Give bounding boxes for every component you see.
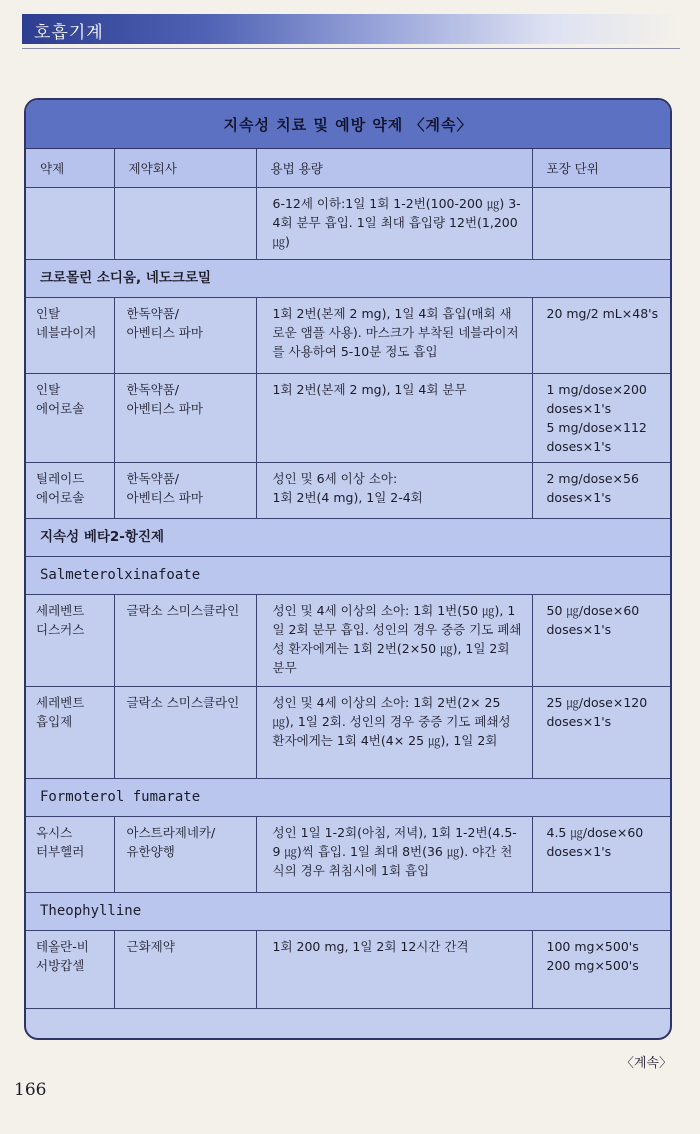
drug-name: 옥시스 터부헬러: [26, 817, 114, 893]
dosage-text: 1회 2번(본제 2 mg), 1일 4회 흡입(매회 새로운 앰플 사용). 마스크가 부착된 네블라이저를 사용하여 5-10분 정도 흡입: [256, 298, 532, 374]
company-name: 글락소 스미스클라인: [114, 595, 256, 687]
drug-name: 틸레이드 에어로솔: [26, 463, 114, 519]
section-label: Theophylline: [26, 893, 670, 931]
header-divider: [22, 48, 680, 49]
company-name: [114, 188, 256, 260]
package-unit: 25 ㎍/dose×120 doses×1's: [532, 687, 670, 779]
section-row: [26, 519, 670, 557]
drug-name: 세레벤트 흡입제: [26, 687, 114, 779]
chapter-header: [22, 14, 680, 44]
section-label: Salmeterolxinafoate: [26, 557, 670, 595]
chapter-title: 호흡기계: [34, 23, 104, 43]
company-name: 한독약품/ 아벤티스 파마: [114, 374, 256, 463]
table-row: [26, 595, 670, 687]
section-row: [26, 557, 670, 595]
company-name: 한독약품/ 아벤티스 파마: [114, 463, 256, 519]
package-unit: 50 ㎍/dose×60 doses×1's: [532, 595, 670, 687]
dosage-text: 성인 및 4세 이상의 소아: 1회 2번(2× 25 ㎍), 1일 2회. 성인의 경우 중증 기도 폐쇄성 환자에게는 1회 4번(4× 25 ㎍), 1일 2회: [256, 687, 532, 779]
package-unit: 2 mg/dose×56 doses×1's: [532, 463, 670, 519]
dosage-text: 1회 200 mg, 1일 2회 12시간 간격: [256, 931, 532, 1009]
package-unit: [532, 188, 670, 260]
column-header-package: 포장 단위: [532, 149, 670, 188]
table-header-row: [26, 149, 670, 188]
dosage-text: 6-12세 이하:1일 1회 1-2번(100-200 ㎍) 3-4회 분무 흡입. 1일 최대 흡입량 12번(1,200 ㎍): [256, 188, 532, 260]
drug-name: [26, 188, 114, 260]
column-header-dosage: 용법 용량: [256, 149, 532, 188]
company-name: 한독약품/ 아벤티스 파마: [114, 298, 256, 374]
table-row: [26, 374, 670, 463]
section-row: [26, 893, 670, 931]
drug-name: 인탈 에어로솔: [26, 374, 114, 463]
section-row: [26, 260, 670, 298]
dosage-text: 성인 및 6세 이상 소아: 1회 2번(4 mg), 1일 2-4회: [256, 463, 532, 519]
table-row: [26, 931, 670, 1009]
package-unit: 4.5 ㎍/dose×60 doses×1's: [532, 817, 670, 893]
continued-label: 〈계속〉: [620, 1056, 672, 1071]
drug-name: 테올란-비 서방캅셀: [26, 931, 114, 1009]
column-header-company: 제약회사: [114, 149, 256, 188]
table-row: [26, 817, 670, 893]
table-row: [26, 687, 670, 779]
company-name: 글락소 스미스클라인: [114, 687, 256, 779]
dosage-text: 1회 2번(본제 2 mg), 1일 4회 분무: [256, 374, 532, 463]
section-label: 크로몰린 소디움, 네도크로밀: [26, 260, 670, 298]
section-label: Formoterol fumarate: [26, 779, 670, 817]
package-unit: 1 mg/dose×200 doses×1's 5 mg/dose×112 doses×1's: [532, 374, 670, 463]
package-unit: 100 mg×500's 200 mg×500's: [532, 931, 670, 1009]
table-title: 지속성 치료 및 예방 약제 〈계속〉: [26, 100, 670, 149]
table-row: [26, 188, 670, 260]
section-label: 지속성 베타2-항진제: [26, 519, 670, 557]
drug-table: [26, 149, 670, 1009]
dosage-text: 성인 및 4세 이상의 소아: 1회 1번(50 ㎍), 1일 2회 분무 흡입. 성인의 경우 중증 기도 폐쇄성 환자에게는 1회 2번(2×50 ㎍), 1일 2회 분무: [256, 595, 532, 687]
table-row: [26, 298, 670, 374]
company-name: 근화제약: [114, 931, 256, 1009]
dosage-text: 성인 1일 1-2회(아침, 저녁), 1회 1-2번(4.5-9 ㎍)씩 흡입. 1일 최대 8번(36 ㎍). 야간 천식의 경우 취침시에 1회 흡입: [256, 817, 532, 893]
table-row: [26, 463, 670, 519]
company-name: 아스트라제네카/ 유한양행: [114, 817, 256, 893]
drug-table-frame: [24, 98, 672, 1040]
package-unit: 20 mg/2 mL×48's: [532, 298, 670, 374]
drug-name: 인탈 네블라이저: [26, 298, 114, 374]
column-header-drug: 약제: [26, 149, 114, 188]
page-number: 166: [14, 1080, 47, 1100]
section-row: [26, 779, 670, 817]
drug-name: 세레벤트 디스커스: [26, 595, 114, 687]
